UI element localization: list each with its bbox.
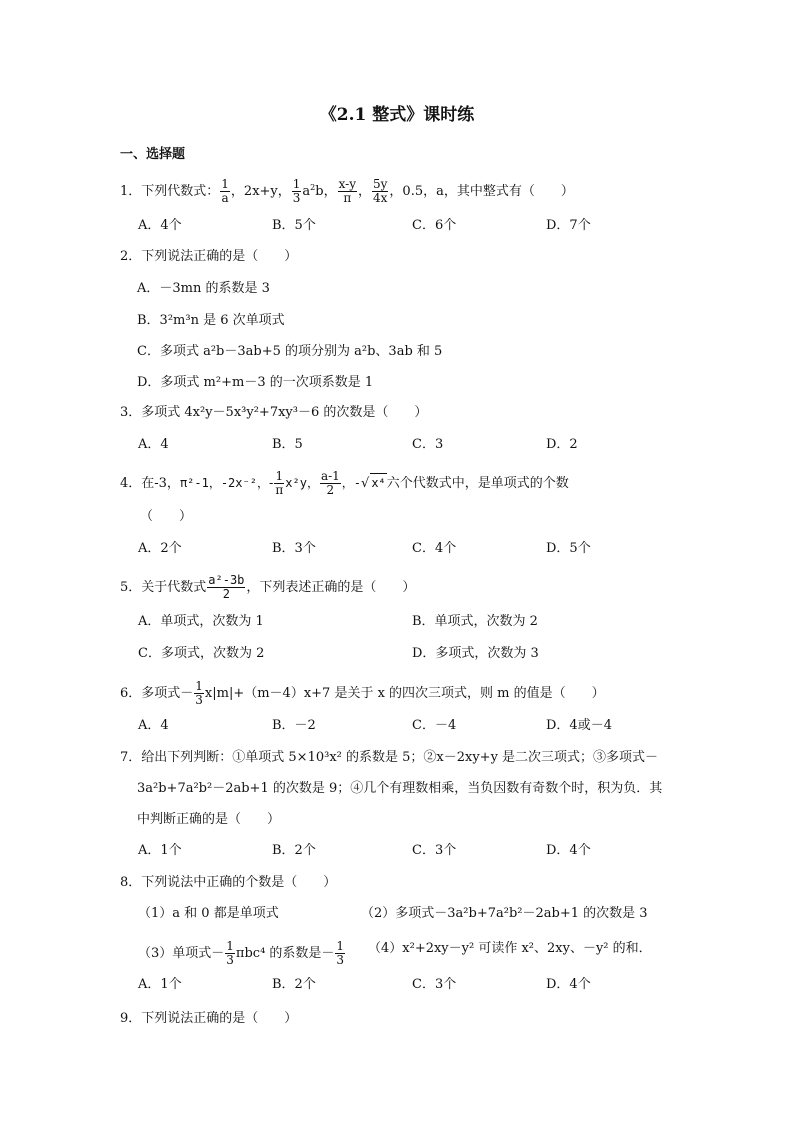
q1-exponent: 2 xyxy=(310,183,316,192)
q1-text-2: a xyxy=(302,184,311,199)
q1-fraction-4: $\frac{5y}{4x}$ xyxy=(373,177,388,205)
q5-option-d[interactable]: D．多项式，次数为 3 xyxy=(412,646,539,661)
q8-s3-middle: πbc⁴ 的系数是－ xyxy=(235,946,335,961)
q8-option-c[interactable]: C．3个 xyxy=(412,977,457,992)
q6-fraction: $\frac{1}{3}$ xyxy=(195,679,203,707)
q8-s3-fraction-1: $\frac{1}{3}$ xyxy=(226,939,234,967)
q1-fraction-2: $\frac{1}{3}$ xyxy=(292,177,301,205)
q4-fraction-2: $\frac{a-1}{2}$ xyxy=(320,469,340,497)
question-7-line-3: 中判断正确的是（ ） xyxy=(137,812,281,827)
q4-continuation: （ ） xyxy=(140,509,193,524)
q2-option-d[interactable]: D．多项式 m²+m－3 的一次项系数是 1 xyxy=(137,375,374,390)
q7-option-d[interactable]: D．4个 xyxy=(546,843,591,858)
q8-s3-fraction-2: $\frac{1}{3}$ xyxy=(336,939,345,967)
q6-option-d[interactable]: D．4或－4 xyxy=(546,718,612,733)
q6-option-b[interactable]: B．－2 xyxy=(272,718,316,733)
question-7-line-1: 7．给出下列判断：①单项式 5×10³x² 的系数是 5；②x－2xy+y 是二次三项式；③多项式－ xyxy=(120,750,659,765)
question-7-line-2: 3a²b+7a²b²－2ab+1 的次数是 9；④几个有理数相乘，当负因数有奇数个时，积为负．其 xyxy=(137,781,663,796)
q4-option-a[interactable]: A．2个 xyxy=(138,541,182,556)
q4-text-1: π²-1，-2x⁻²， xyxy=(179,476,269,490)
q4-prefix: 4．在-3， xyxy=(120,476,180,491)
q8-option-a[interactable]: A．1个 xyxy=(138,977,182,992)
q7-option-c[interactable]: C．3个 xyxy=(412,843,457,858)
question-9-stem: 9．下列说法正确的是（ ） xyxy=(120,1011,298,1026)
q1-option-a[interactable]: A．4个 xyxy=(138,218,182,233)
q8-option-b[interactable]: B．2个 xyxy=(272,977,316,992)
q7-option-a[interactable]: A．1个 xyxy=(138,843,182,858)
q5-fraction: $\frac{\text{a²-3b}}{2}$ xyxy=(208,573,245,601)
question-4-stem: 4．在-3，π²-1，-2x⁻²，- $\frac{1}{\pi}$ x²y， $\frac{a-1}{2}$ ，-√ x⁴六个代数式中，是单项式的个数 xyxy=(120,469,569,497)
q8-statement-4: （4）x²+2xy－y² 可读作 x²、2xy、－y² 的和． xyxy=(368,941,652,956)
q4-option-c[interactable]: C．4个 xyxy=(412,541,457,556)
q1-prefix: 1．下列代数式： xyxy=(120,184,220,199)
question-5-stem xyxy=(120,574,415,601)
q4-fraction-1: $\frac{1}{\pi}$ xyxy=(275,469,284,497)
page-title: 《2.1 整式》课时练 xyxy=(319,105,475,125)
question-3-stem: 3．多项式 4x²y－5x³y²+7xy³－6 的次数是（ ） xyxy=(120,405,428,420)
q2-option-b[interactable]: B．3²m³n 是 6 次单项式 xyxy=(137,313,285,328)
q5-prefix: 5．关于代数式 xyxy=(120,580,207,595)
q4-option-b[interactable]: B．3个 xyxy=(272,541,316,556)
q7-option-b[interactable]: B．2个 xyxy=(272,843,316,858)
q2-option-c[interactable]: C．多项式 a²b－3ab+5 的项分别为 a²b、3ab 和 5 xyxy=(137,344,443,359)
q8-option-d[interactable]: D．4个 xyxy=(546,977,591,992)
question-1-stem xyxy=(120,178,574,205)
q3-option-d[interactable]: D．2 xyxy=(546,437,578,452)
q8-statement-3 xyxy=(138,940,346,967)
q6-prefix: 6．多项式－ xyxy=(120,686,194,701)
q4-option-d[interactable]: D．5个 xyxy=(546,541,591,556)
q1-suffix: ，0.5，a，其中整式有（ ） xyxy=(389,184,574,199)
question-2-stem: 2．下列说法正确的是（ ） xyxy=(120,249,298,264)
q1-option-b[interactable]: B．5个 xyxy=(272,218,316,233)
q4-text-2: x²y， xyxy=(285,476,319,490)
q1-fraction-1: $\frac{1}{a}$ xyxy=(221,177,229,205)
q5-option-a[interactable]: A．单项式，次数为 1 xyxy=(138,614,264,629)
q5-option-b[interactable]: B．单项式，次数为 2 xyxy=(412,614,538,629)
q1-option-d[interactable]: D．7个 xyxy=(546,218,591,233)
q6-option-a[interactable]: A．4 xyxy=(138,718,169,733)
question-6-stem xyxy=(120,680,605,707)
q3-option-a[interactable]: A．4 xyxy=(138,437,169,452)
q5-option-c[interactable]: C．多项式，次数为 2 xyxy=(138,646,265,661)
q1-option-c[interactable]: C．6个 xyxy=(412,218,457,233)
q3-option-b[interactable]: B．5 xyxy=(272,437,303,452)
section-heading: 一、选择题 xyxy=(120,147,186,162)
q6-option-c[interactable]: C．－4 xyxy=(412,718,457,733)
q3-option-c[interactable]: C．3 xyxy=(412,437,444,452)
q1-fraction-3: $\frac{x-y}{\pi}$ xyxy=(338,177,356,205)
q4-radicand: x⁴ xyxy=(370,473,386,492)
question-8-stem: 8．下列说法中正确的个数是（ ） xyxy=(120,875,337,890)
q5-suffix: ，下列表述正确的是（ ） xyxy=(246,580,416,595)
q1-text-4: ， xyxy=(357,184,371,199)
q8-statement-1: （1）a 和 0 都是单项式 xyxy=(138,906,279,921)
q8-statement-2: （2）多项式－3a²b+7a²b²－2ab+1 的次数是 3 xyxy=(361,906,648,921)
q6-suffix: x|m|+（m－4）x+7 是关于 x 的四次三项式，则 m 的值是（ ） xyxy=(204,686,605,701)
q4-suffix: 六个代数式中，是单项式的个数 xyxy=(386,476,569,491)
q4-text-3: ，- xyxy=(341,476,362,490)
q1-text-1: ，2x+y， xyxy=(230,184,291,199)
q1-text-3: b， xyxy=(315,184,337,199)
q8-s3-prefix: （3）单项式－ xyxy=(138,946,225,961)
q2-option-a[interactable]: A．－3mn 的系数是 3 xyxy=(137,281,270,296)
